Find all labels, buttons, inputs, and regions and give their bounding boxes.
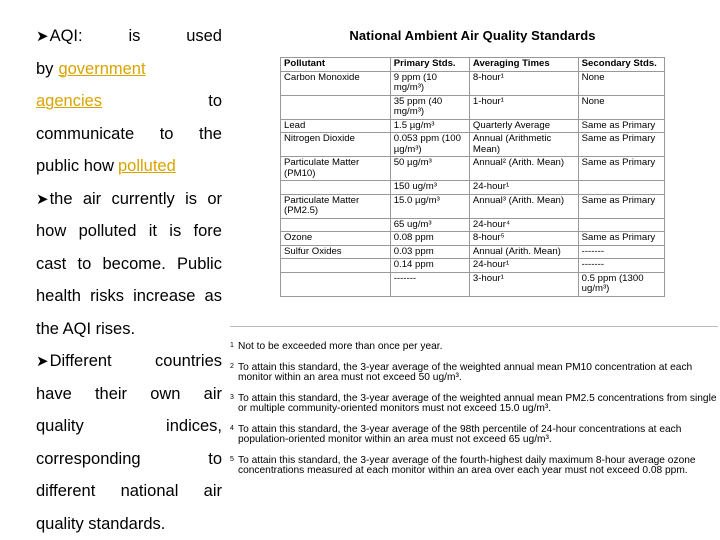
bullet-2-line-5: the AQI rises. [36,319,136,338]
footnote-5: 5 To attain this standard, the 3-year average of the fourth-highest daily maximum 8-hour average ozone concentrations measured at each monitor within an area over each year must not exceed 0.08 ppm. [230,454,696,476]
table-row: Nitrogen Dioxide 0.053 ppm (100 µg/m³) Annual (Arithmetic Mean) Same as Primary [281,133,665,157]
header-averaging: Averaging Times [469,58,578,72]
footnotes [230,342,718,487]
table-row: Carbon Monoxide 9 ppm (10 mg/m³) 8-hour¹ None [281,71,665,95]
table-row: 150 ug/m³ 24-hour¹ [281,181,665,195]
bullet-1-line-1: ➤AQI: is used [36,27,222,45]
table-row: Particulate Matter (PM10) 50 µg/m³ Annual² (Arith. Mean) Same as Primary [281,157,665,181]
bullet-1-line-5: public how polluted [36,150,222,183]
agencies-link[interactable]: agencies [36,92,103,110]
bullet-1-line-3: agencies to [36,85,222,118]
table-row: 0.14 ppm 24-hour¹ ------- [281,259,665,273]
aqi-standards-table [280,57,665,297]
header-secondary: Secondary Stds. [578,58,664,72]
header-primary: Primary Stds. [390,58,469,72]
bullet-1-line-4: communicate to the [36,124,222,143]
table-row: Lead 1.5 µg/m³ Quarterly Average Same as Primary [281,119,665,133]
left-text-column [36,20,222,540]
bullet-3-line-4: corresponding to [36,449,222,468]
header-pollutant: Pollutant [281,58,391,72]
table-row: 35 ppm (40 mg/m³) 1-hour¹ None [281,95,665,119]
footnote-4: 4 To attain this standard, the 3-year average of the 98th percentile of 24-hour concentrations at each population-oriented monitor within an area must not exceed 65 ug/m³. [230,423,682,445]
table-row: Ozone 0.08 ppm 8-hour⁵ Same as Primary [281,232,665,246]
bullet-1-line-2: by government [36,53,222,86]
arrow-bullet-icon: ➤ [36,190,49,208]
bullet-2-line-4: health risks increase as [36,287,222,305]
bullet-2-line-1: ➤the air currently is or [36,189,222,208]
bullet-2-line-3: cast to become. Public [36,254,222,273]
footnote-1: 1 Not to be exceeded more than once per year. [230,341,443,352]
bullet-2-line-2: how polluted it is fore [36,222,222,240]
bullet-3-line-3: quality indices, [36,417,222,435]
table-header-row [281,58,665,72]
bullet-3-line-1: ➤Different countries [36,352,222,370]
government-link[interactable]: government [58,59,146,78]
table-row: ------- 3-hour¹ 0.5 ppm (1300 ug/m³) [281,272,665,296]
table-title: National Ambient Air Quality Standards [349,28,596,43]
table-row: 65 ug/m³ 24-hour⁴ [281,218,665,232]
arrow-bullet-icon: ➤ [36,353,49,370]
arrow-bullet-icon: ➤ [36,28,49,45]
footnote-3: 3 To attain this standard, the 3-year average of the weighted annual mean PM2.5 concentrations from single or multiple community-oriented monitors must not exceed 15.0 ug/m³. [230,392,717,414]
bullet-3-line-5: different national air [36,482,222,500]
polluted-link[interactable]: polluted [117,157,176,175]
bullet-3-line-2: have their own air [36,384,222,403]
table-row: Sulfur Oxides 0.03 ppm Annual (Arith. Mean) ------- [281,245,665,259]
footnote-divider [230,326,718,327]
standards-table-panel [280,24,665,297]
bullet-3-line-6: quality standards. [36,514,166,533]
table-row: Particulate Matter (PM2.5) 15.0 µg/m³ Annual³ (Arith. Mean) Same as Primary [281,194,665,218]
footnote-2: 2 To attain this standard, the 3-year average of the weighted annual mean PM10 concentration at each monitor within an area must not exceed 50 ug/m³. [230,361,693,383]
